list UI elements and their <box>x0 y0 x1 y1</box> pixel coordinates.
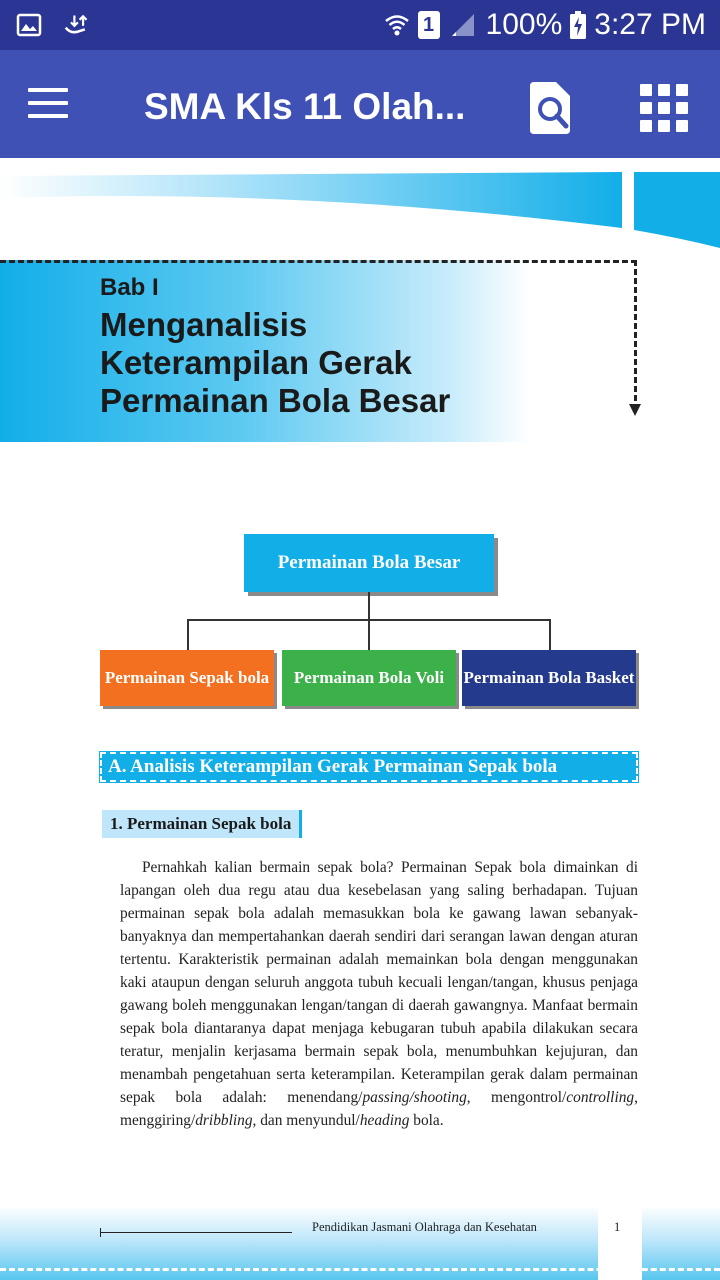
diagram-child-sepak-bola: Permainan Sepak bola <box>100 650 274 706</box>
diagram-root-box: Permainan Bola Besar <box>244 534 494 592</box>
signal-icon <box>448 12 478 38</box>
chapter-dashed-border-right <box>634 260 637 410</box>
diagram-child-bola-voli: Permainan Bola Voli <box>282 650 456 706</box>
footer-book-title: Pendidikan Jasmani Olahraga dan Kesehatan <box>312 1220 537 1234</box>
gallery-icon <box>16 12 42 38</box>
battery-charging-icon <box>570 11 586 39</box>
apps-grid-icon[interactable] <box>640 84 688 132</box>
diagram-connector <box>549 619 551 650</box>
arrow-down-icon <box>629 404 641 416</box>
wifi-icon <box>384 12 410 38</box>
app-bar <box>0 50 720 158</box>
menu-icon[interactable] <box>28 88 68 120</box>
diagram-connector <box>368 592 370 620</box>
footer-rule <box>100 1232 292 1233</box>
app-title: SMA Kls 11 Olah... <box>144 86 466 127</box>
chapter-dashed-border <box>0 260 637 263</box>
download-upload-icon <box>64 12 90 38</box>
chapter-label: Bab I <box>100 274 159 301</box>
diagram-connector <box>368 619 370 650</box>
sim-icon: 1 <box>418 11 440 39</box>
subsection-heading-1: 1. Permainan Sepak bola <box>102 810 302 838</box>
diagram-child-bola-basket: Permainan Bola Basket <box>462 650 636 706</box>
page-number: 1 <box>614 1220 621 1234</box>
chapter-title: Menganalisis Keterampilan Gerak Permainan Bola Besar <box>100 306 451 419</box>
body-paragraph: Pernahkah kalian bermain sepak bola? Permainan Sepak bola dimainkan di lapangan oleh dua regu atau dua kesebelasan yang saling berhadapan. Tujuan permainan sepak bola adalah memasukkan bola ke gawang lawan sebanyak-banyaknya dan mempertahankan daerah sendiri dari serangan lawan dengan aturan tertentu. Karakteristik permainan adalah memainkan bola dengan menggunakan kaki ataupun dengan seluruh anggota tubuh kecuali lengan/tangan, khusus penjaga gawang boleh menggunakan lengan/tangan di daerah gawangnya. Manfaat bermain sepak bola diantaranya dapat menjaga kebugaran tubuh apabila dilakukan secara teratur, menjalin kerjasama bermain sepak bola, menumbuhkan kejujuran, dan menambah pengetahuan serta keterampilan. Keterampilan gerak dalam permainan sepak bola adalah: menendang/passing/shooting, mengontrol/controlling, menggiring/dribbling, dan menyundul/heading bola. <box>120 859 638 1129</box>
header-swoosh <box>0 168 720 268</box>
battery-percent: 100% <box>485 8 563 41</box>
clock: 3:27 PM <box>594 8 706 41</box>
document-search-icon[interactable] <box>526 82 576 134</box>
page-footer-dashes <box>0 1268 720 1271</box>
section-heading-a: A. Analisis Keterampilan Gerak Permainan Sepak bola <box>100 752 638 782</box>
document-page[interactable] <box>0 158 720 1280</box>
diagram-connector <box>187 619 189 650</box>
status-bar <box>0 0 720 50</box>
